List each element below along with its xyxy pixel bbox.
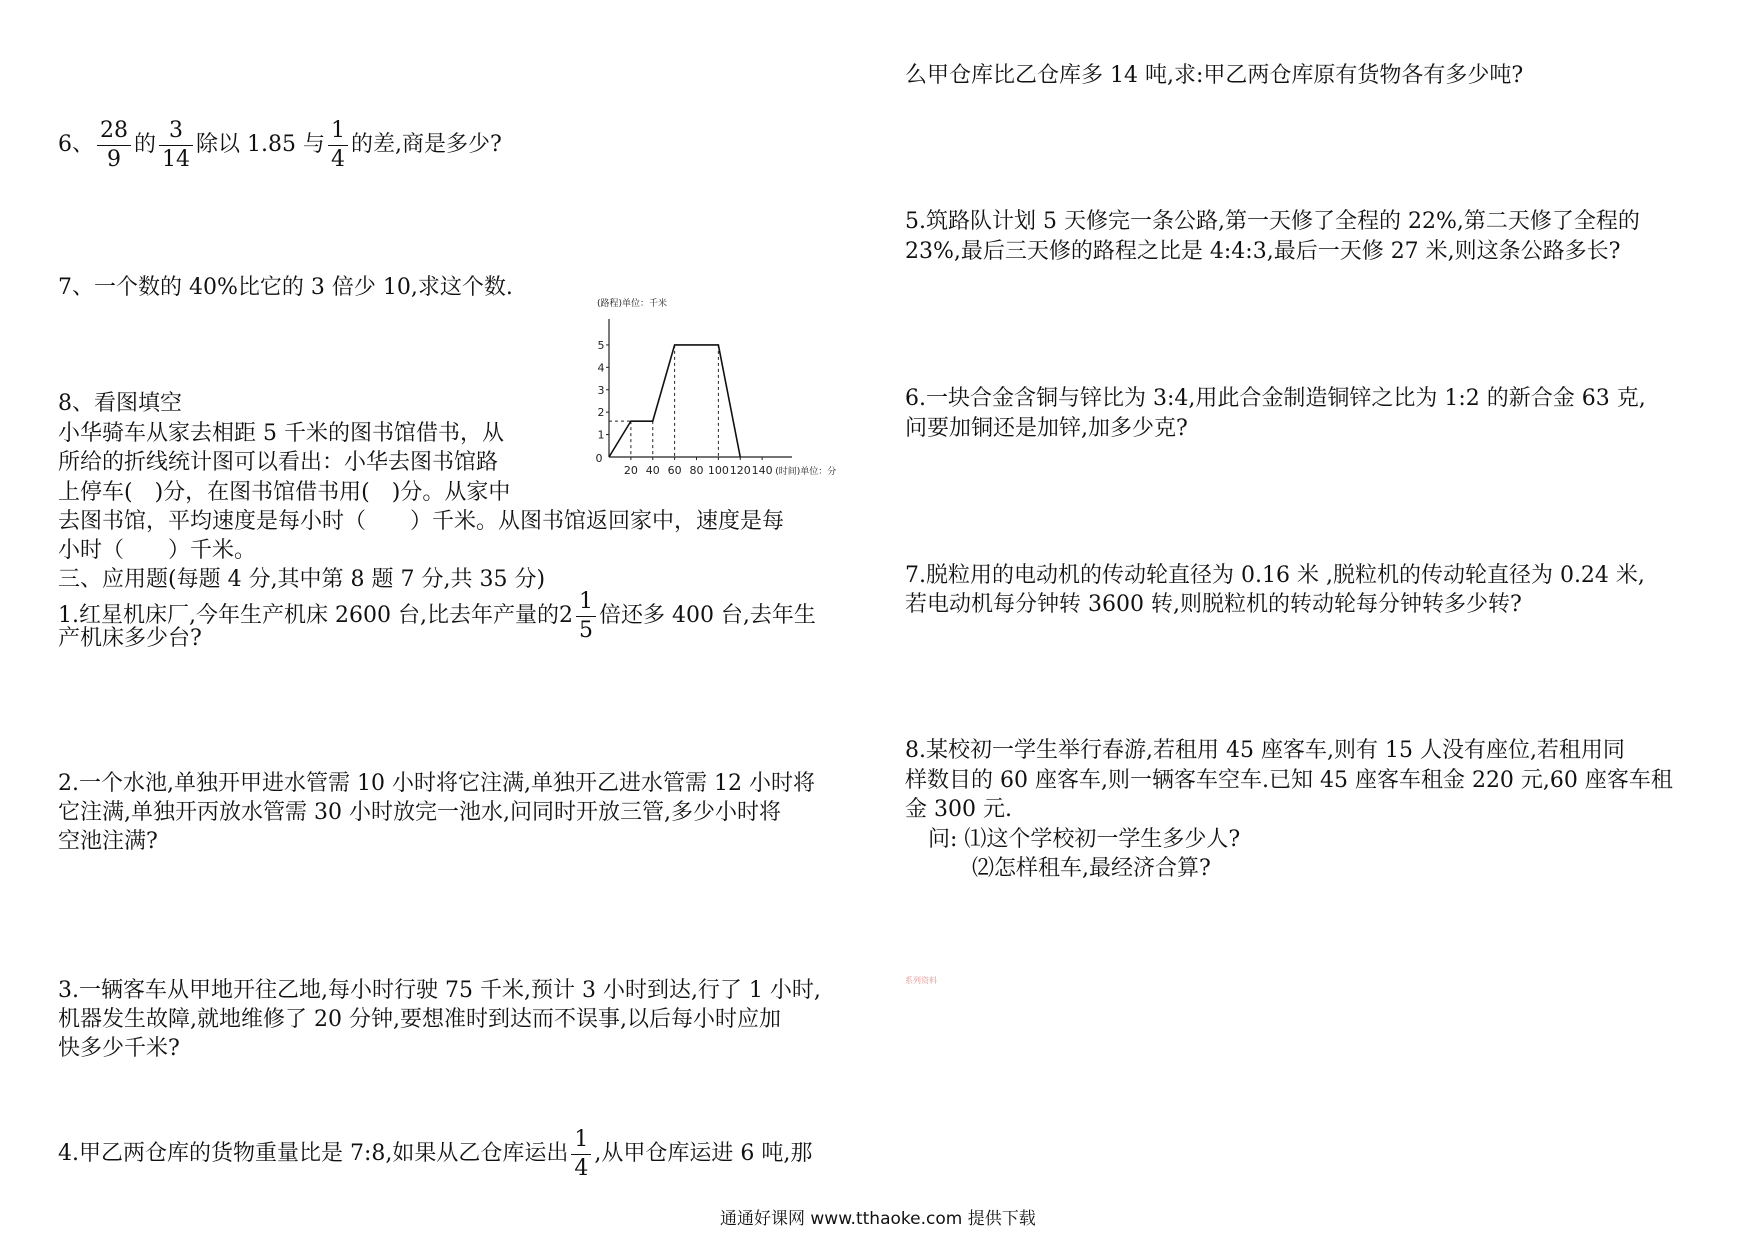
problem-5-line-2: 23%,最后三天修的路程之比是 4:4:3,最后一天修 27 米,则这条公路多长? bbox=[905, 239, 1621, 264]
question-8-line-3: 上停车( )分，在图书馆借书用( )分。从家中 bbox=[58, 480, 511, 505]
mixed-number-2-1-5: 2 $\frac{1}{5}$ bbox=[559, 586, 599, 646]
problem-2-line-1: 2.一个水池,单独开甲进水管需 10 小时将它注满,单独开乙进水管需 12 小时将 bbox=[58, 771, 815, 796]
question-8-line-2: 所给的折线统计图可以看出：小华去图书馆路 bbox=[58, 450, 499, 475]
question-8-line-1: 小华骑车从家去相距 5 千米的图书馆借书，从 bbox=[58, 421, 504, 446]
watermark-text: 系列资料 bbox=[905, 976, 937, 985]
y-tick-label: 5 bbox=[597, 338, 605, 352]
problem-8-question-1: 问: ⑴这个学校初一学生多少人? bbox=[928, 827, 1241, 852]
question-7: 7、一个数的 40%比它的 3 倍少 10,求这个数. bbox=[58, 275, 513, 300]
question-6-number: 6、 bbox=[58, 132, 94, 157]
problem-3-line-1: 3.一辆客车从甲地开往乙地,每小时行驶 75 千米,预计 3 小时到达,行了 1 小时, bbox=[58, 978, 821, 1003]
x-tick-label: 60 bbox=[667, 464, 682, 477]
problem-4-line-1: 4.甲乙两仓库的货物重量比是 7:8,如果从乙仓库运出 $\frac{1}{4}$ ,从甲仓库运进 6 吨,那 bbox=[58, 1126, 813, 1181]
question-8-title: 8、看图填空 bbox=[58, 391, 182, 416]
problem-8-question-2: ⑵怎样租车,最经济合算? bbox=[972, 856, 1211, 881]
fraction-1-4-b: $\frac{1}{4}$ bbox=[571, 1129, 591, 1180]
problem-8-line-2: 样数目的 60 座客车,则一辆客车空车.已知 45 座客车租金 220 元,60 座客车租 bbox=[905, 768, 1673, 793]
x-tick-label: 20 bbox=[623, 464, 638, 477]
y-tick-label: 1 bbox=[597, 428, 605, 442]
problem-2-line-2: 它注满,单独开丙放水管需 30 小时放完一池水,问同时开放三管,多少小时将 bbox=[58, 800, 781, 825]
problem-2-line-3: 空池注满? bbox=[58, 829, 158, 854]
problem-5-line-1: 5.筑路队计划 5 天修完一条公路,第一天修了全程的 22%,第二天修了全程的 bbox=[905, 209, 1640, 234]
question-8-line-4: 去图书馆，平均速度是每小时（ ）千米。从图书馆返回家中，速度是每 bbox=[58, 509, 785, 534]
problem-3-line-2: 机器发生故障,就地维修了 20 分钟,要想准时到达而不误事,以后每小时应加 bbox=[58, 1007, 781, 1032]
x-tick-label: 140 bbox=[751, 464, 773, 477]
x-tick-label: 80 bbox=[689, 464, 704, 477]
fraction-28-9: $\frac{28}{9}$ bbox=[97, 120, 131, 171]
problem-6-line-1: 6.一块合金含铜与锌比为 3:4,用此合金制造铜锌之比为 1:2 的新合金 63 克, bbox=[905, 386, 1646, 411]
section-3-heading: 三、应用题(每题 4 分,其中第 8 题 7 分,共 35 分) bbox=[58, 567, 546, 592]
problem-1-line-1: 1.红星机床厂,今年生产机床 2600 台,比去年产量的 2 $\frac{1}{5}$ 倍还多 400 台,去年生 bbox=[58, 586, 816, 646]
problem-6-line-2: 问要加铜还是加锌,加多少克? bbox=[905, 416, 1188, 441]
x-tick-label: 100 bbox=[707, 464, 729, 477]
problem-7-line-1: 7.脱粒用的电动机的传动轮直径为 0.16 米 ,脱粒机的传动轮直径为 0.24 米, bbox=[905, 563, 1645, 588]
y-tick-label: 4 bbox=[597, 361, 605, 375]
y-axis-title: (路程)单位：千米 bbox=[597, 299, 668, 309]
x-axis-title: (时间)单位：分 bbox=[775, 467, 837, 477]
y-tick-label: 2 bbox=[597, 406, 605, 420]
problem-8-line-1: 8.某校初一学生举行春游,若租用 45 座客车,则有 15 人没有座位,若租用同 bbox=[905, 738, 1625, 763]
x-tick-label: 40 bbox=[645, 464, 660, 477]
problem-3-line-3: 快多少千米? bbox=[58, 1036, 180, 1061]
x-tick-label: 120 bbox=[729, 464, 751, 477]
y-tick-label: 3 bbox=[597, 383, 605, 397]
fraction-1-4: $\frac{1}{4}$ bbox=[328, 120, 348, 171]
question-8-line-5: 小时（ ）千米。 bbox=[58, 538, 257, 563]
page-footer: 通通好课网 www.tthaoke.com 提供下载 bbox=[720, 1209, 1036, 1229]
question-6: 6、 $\frac{28}{9}$ 的 $\frac{3}{14}$ 除以 1.85 与 $\frac{1}{4}$ 的差,商是多少? bbox=[58, 117, 502, 172]
problem-7-line-2: 若电动机每分钟转 3600 转,则脱粒机的转动轮每分钟转多少转? bbox=[905, 592, 1522, 617]
problem-1-line-2: 产机床多少台? bbox=[58, 626, 202, 651]
fraction-3-14: $\frac{3}{14}$ bbox=[159, 120, 193, 171]
origin-label: 0 bbox=[595, 452, 603, 465]
problem-8-line-3: 金 300 元. bbox=[905, 797, 1012, 822]
problem-4-continued: 么甲仓库比乙仓库多 14 吨,求:甲乙两仓库原有货物各有多少吨? bbox=[905, 63, 1524, 88]
distance-time-line-chart bbox=[578, 292, 878, 487]
